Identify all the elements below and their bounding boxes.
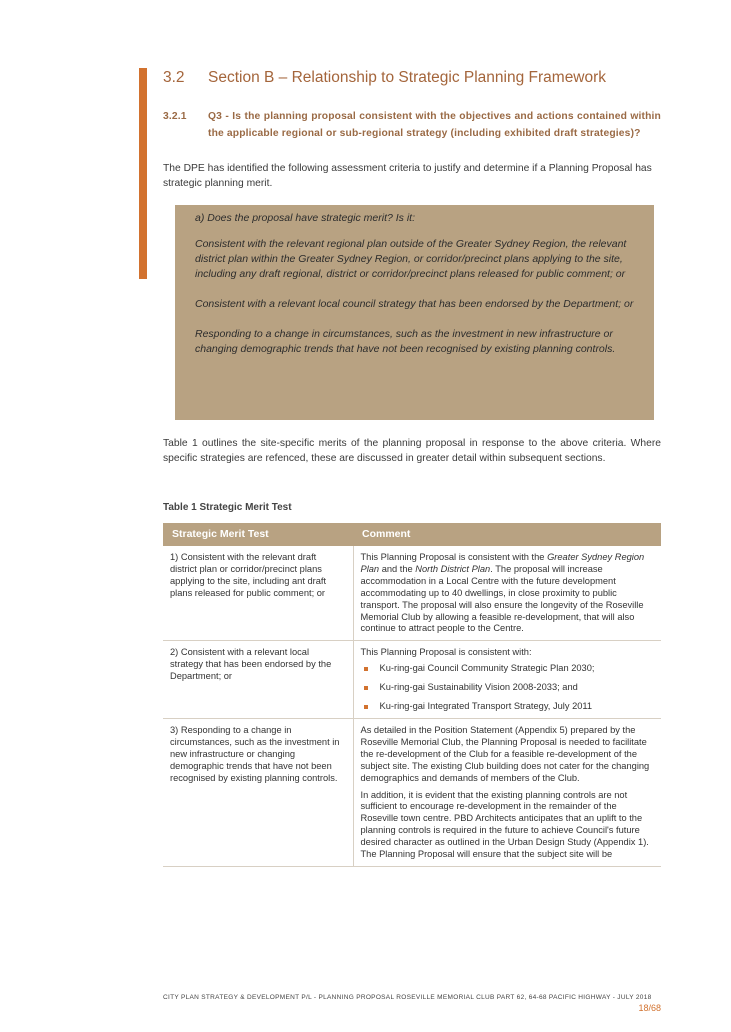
subsection-question: Q3 - Is the planning proposal consistent with the objectives and actions contained within the applicable regional or sub-regional strategy (including exhibited draft strategies)? xyxy=(208,111,661,139)
comment-paragraph: This Planning Proposal is consistent with: xyxy=(360,647,532,658)
merit-test-cell: 2) Consistent with a relevant local strategy that has been endorsed by the Department; or xyxy=(163,641,353,719)
section-number: 3.2 xyxy=(163,69,185,86)
footer-text: CITY PLAN STRATEGY & DEVELOPMENT P/L - PLANNING PROPOSAL ROSEVILLE MEMORIAL CLUB PART 62, 64-68 PACIFIC HIGHWAY - JULY 2018 xyxy=(163,994,652,1001)
subsection-heading xyxy=(163,108,661,142)
comment-cell xyxy=(353,641,661,719)
intro-paragraph: The DPE has identified the following assessment criteria to justify and determine if a Planning Proposal has strategic planning merit. xyxy=(163,163,652,189)
section-heading xyxy=(163,69,606,87)
table-intro-paragraph: Table 1 outlines the site-specific merits of the planning proposal in response to the above criteria. Where specific strategies are refenced, these are discussed in greater detail within subsequent sections. xyxy=(163,438,661,464)
comment-text: . The proposal will increase accommodation in a Local Centre with the future development accommodating up to 40 dwellings, in close proximity to public transport. The proposal will also ensure the longevity of the Roseville Memorial Club by allowing a feasible re-development, that will also continue to attract people to the Centre. xyxy=(360,563,644,634)
comment-cell xyxy=(353,718,661,866)
table-caption: Table 1 Strategic Merit Test xyxy=(163,502,292,513)
strategy-list-item: Ku-ring-gai Sustainability Vision 2008-2033; and xyxy=(361,682,654,694)
page-number: 18/68 xyxy=(638,1003,661,1013)
criteria-item: Consistent with a relevant local council strategy that has been endorsed by the Department; or xyxy=(195,298,634,310)
strategy-list-item: Ku-ring-gai Council Community Strategic Plan 2030; xyxy=(361,663,654,675)
plan-name: North District Plan xyxy=(415,563,491,574)
comment-text: This Planning Proposal is consistent with the xyxy=(360,552,548,562)
strategy-list-item: Ku-ring-gai Integrated Transport Strategy, July 2011 xyxy=(361,701,654,713)
table-row xyxy=(163,718,661,866)
comment-cell xyxy=(353,546,661,641)
comment-paragraph: As detailed in the Position Statement (Appendix 5) prepared by the Roseville Memorial Club, the Planning Proposal is needed to facilitate the re-development of the Club for a feasible re-development of the subject site. The existing Club building does not cater for the changing demographics and demands of members of the Club. xyxy=(360,724,650,783)
plan-name: Greater Sydney Region Plan xyxy=(360,552,645,574)
table-header-row xyxy=(163,523,661,546)
header-comment: Comment xyxy=(353,523,661,546)
strategy-list xyxy=(361,663,654,713)
criteria-item: Responding to a change in circumstances, such as the investment in new infrastructure or changing demographic trends that have not been recognised by existing planning controls. xyxy=(195,328,616,355)
strategic-merit-table xyxy=(163,523,661,867)
merit-test-cell: 1) Consistent with the relevant draft district plan or corridor/precinct plans applying to the site, including ant draft plans released for public comment; or xyxy=(163,546,353,641)
table-row xyxy=(163,546,661,641)
criteria-question: a) Does the proposal have strategic merit? Is it: xyxy=(195,212,416,224)
comment-text: and the xyxy=(379,563,416,574)
header-strategic-merit-test: Strategic Merit Test xyxy=(163,523,353,546)
criteria-item: Consistent with the relevant regional plan outside of the Greater Sydney Region, the relevant district plan within the Greater Sydney Region, or corridor/precinct plans applying to the site, including any draft regional, district or corridor/precinct plans released for public comment; or xyxy=(195,238,627,280)
criteria-box xyxy=(175,205,654,420)
merit-test-cell: 3) Responding to a change in circumstances, such as the investment in new infrastructure or changing demographic trends that have not been recognised by existing planning controls. xyxy=(163,718,353,866)
comment-paragraph xyxy=(361,552,654,635)
comment-paragraph: In addition, it is evident that the existing planning controls are not sufficient to encourage re-development in the remainder of the Roseville town centre. PBD Architects anticipates that an uplift to the planning controls is required in the future to achieve Council's future desired character as outlined in the Urban Design Study (Appendix 1). The Planning Proposal will ensure that the subject site will be xyxy=(360,789,649,860)
table-row xyxy=(163,641,661,719)
section-accent-bar xyxy=(139,68,147,279)
section-title-text: Section B – Relationship to Strategic Planning Framework xyxy=(208,69,607,86)
subsection-number: 3.2.1 xyxy=(163,111,187,122)
